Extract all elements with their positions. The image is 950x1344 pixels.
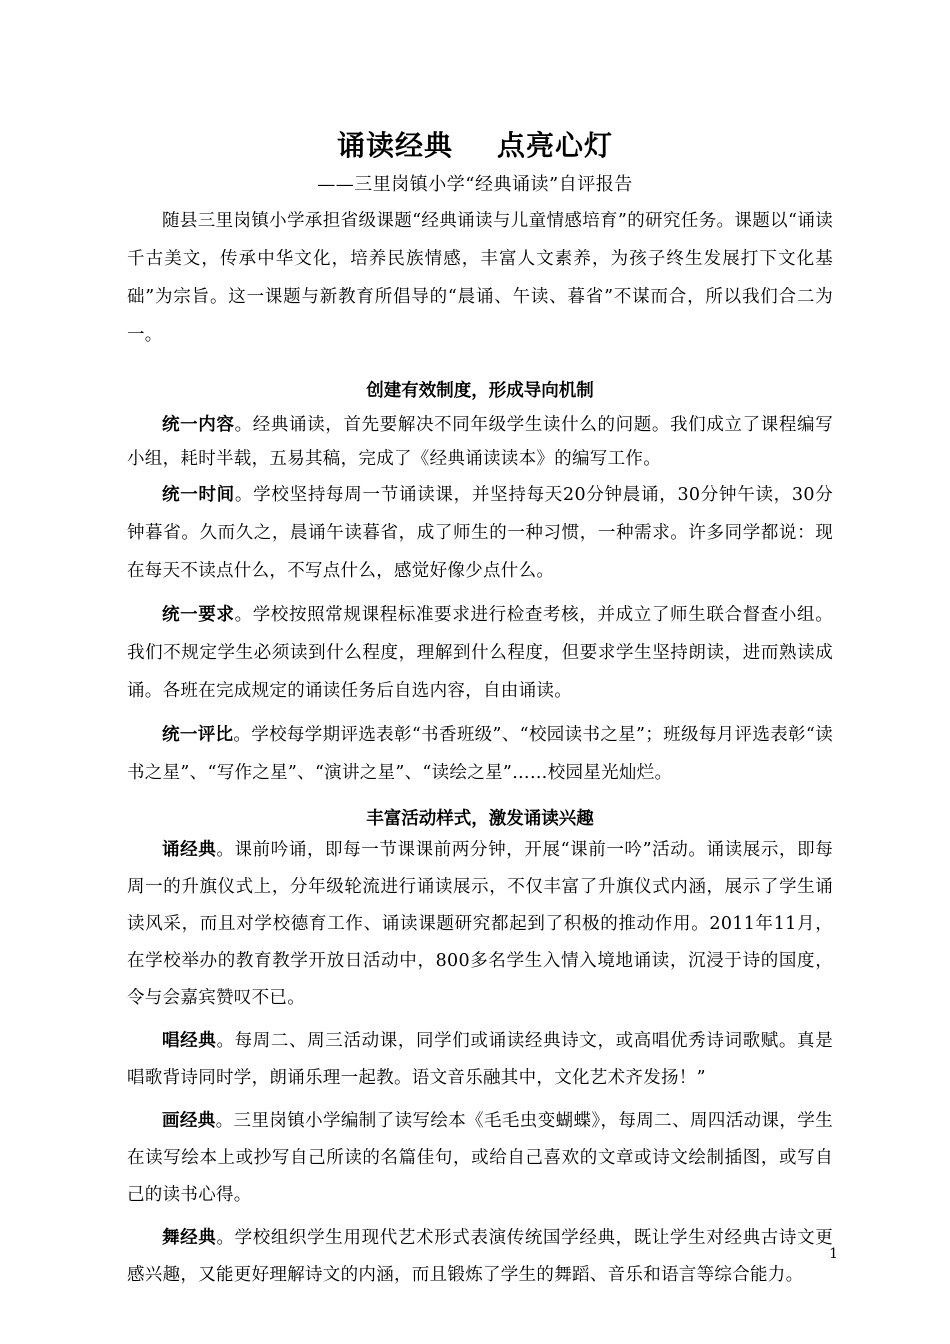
paragraph-lead: 统一时间 (162, 485, 235, 505)
paragraph-lead: 舞经典 (162, 1228, 217, 1248)
document-body (127, 202, 833, 1294)
paragraph-text: 。经典诵读，首先要解决不同年级学生读什么的问题。我们成立了课程编写小组，耗时半载，五易其稿，完成了《经典诵读读本》的编写工作。 (127, 415, 833, 469)
paragraph-unified-evaluation (127, 716, 833, 792)
paragraph-text: 。每周二、周三活动课，同学们或诵读经典诗文，或高唱优秀诗词歌赋。真是唱歌背诗同时学，朗诵乐理一起教。语文音乐融其中，文化艺术齐发扬！” (127, 1031, 833, 1088)
paragraph-text: 。学校按照常规课程标准要求进行检查考核，并成立了师生联合督查小组。我们不规定学生必须读到什么程度，理解到什么程度，但要求学生坚持朗读，进而熟读成诵。各班在完成规定的诵读任务后自选内容，自由诵读。 (127, 605, 833, 701)
paragraph-unified-content (127, 408, 833, 476)
paragraph-text: 。三里岗镇小学编制了读写绘本《毛毛虫变蝴蝶》，每周二、周四活动课，学生在读写绘本上或抄写自己所读的名篇佳句，或给自己喜欢的文章或诗文绘制插图，或写自己的读书心得。 (127, 1111, 833, 1205)
section-heading-1: 创建有效制度，形成导向机制 (366, 381, 594, 401)
paragraph-draw-classics (127, 1103, 833, 1214)
paragraph-lead: 唱经典 (162, 1031, 217, 1051)
paragraph-lead: 统一评比 (162, 725, 234, 745)
paragraph-sing-classics (127, 1023, 833, 1097)
document-title (0, 128, 950, 164)
title-part-1: 诵读经典 (336, 129, 453, 162)
paragraph-text: 。学校坚持每周一节诵读课，并坚持每天20分钟晨诵，30分钟午读，30分钟暮省。久而久之，晨诵午读暮省，成了师生的一种习惯，一种需求。许多同学都说：现在每天不读点什么，不写点什么，感觉好像少点什么。 (127, 485, 833, 581)
paragraph-recite-classics (127, 832, 833, 1017)
title-part-2: 点亮心灯 (497, 129, 614, 162)
page-number: 1 (829, 1246, 838, 1262)
intro-paragraph: 随县三里岗镇小学承担省级课题“经典诵读与儿童情感培育”的研究任务。课题以“诵读千古美文，传承中华文化，培养民族情感，丰富人文素养，为孩子终生发展打下文化基础”为宗旨。这一课题与新教育所倡导的“晨诵、午读、暮省”不谋而合，所以我们合二为一。 (127, 211, 833, 345)
paragraph-text: 。学校每学期评选表彰“书香班级”、“校园读书之星”；班级每月评选表彰“读书之星”、“写作之星”、“演讲之星”、“读绘之星”……校园星光灿烂。 (127, 725, 834, 783)
paragraph-text: 。课前吟诵，即每一节课课前两分钟，开展“课前一吟”活动。诵读展示，即每周一的升旗仪式上，分年级轮流进行诵读展示，不仅丰富了升旗仪式内涵，展示了学生诵读风采，而且对学校德育工作、诵读课题研究都起到了积极的推动作用。2011年11月，在学校举办的教育教学开放日活动中，800多名学生入情入境地诵读，沉浸于诗的国度，令与会嘉宾赞叹不已。 (127, 840, 834, 1008)
paragraph-lead: 诵经典 (162, 840, 217, 860)
section-heading-2: 丰富活动样式，激发诵读兴趣 (366, 809, 594, 829)
paragraph-unified-requirement (127, 596, 833, 710)
paragraph-unified-time (127, 476, 833, 590)
paragraph-lead: 画经典 (162, 1111, 216, 1131)
document-subtitle: ——三里岗镇小学“经典诵读”自评报告 (317, 174, 633, 195)
paragraph-lead: 统一要求 (162, 605, 235, 625)
paragraph-lead: 统一内容 (162, 415, 235, 435)
paragraph-text: 。学校组织学生用现代艺术形式表演传统国学经典，既让学生对经典古诗文更感兴趣，又能更好理解诗文的内涵，而且锻炼了学生的舞蹈、音乐和语言等综合能力。 (127, 1228, 833, 1285)
paragraph-dance-classics (127, 1220, 833, 1294)
